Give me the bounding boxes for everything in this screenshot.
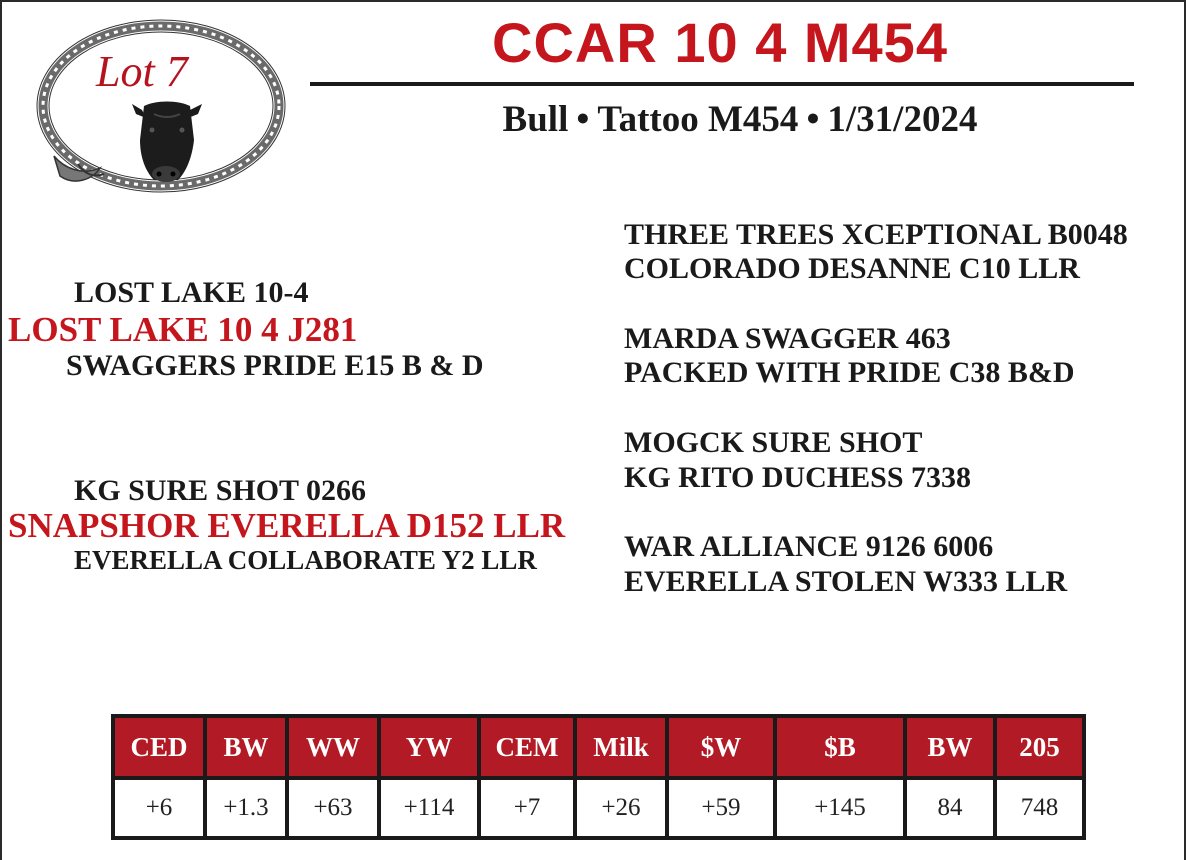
epd-column (903, 718, 993, 836)
epd-column (115, 718, 203, 836)
epd-value: 748 (997, 776, 1082, 836)
great-grandparent: EVERELLA STOLEN W333 LLR (624, 565, 1068, 598)
epd-column (993, 718, 1082, 836)
sire-name: LOST LAKE 10 4 J281 (8, 310, 358, 349)
great-grandparent: PACKED WITH PRIDE C38 B&D (624, 356, 1075, 389)
epd-value: +59 (669, 776, 773, 836)
epd-header: WW (289, 718, 377, 776)
sire-of-dam: KG SURE SHOT 0266 (74, 474, 367, 507)
great-grandparent: THREE TREES XCEPTIONAL B0048 (624, 218, 1128, 251)
epd-value: +7 (481, 776, 573, 836)
great-grandparent: WAR ALLIANCE 9126 6006 (624, 530, 994, 563)
epd-column (773, 718, 903, 836)
epd-header: Milk (577, 718, 665, 776)
epd-column (377, 718, 477, 836)
epd-value: +63 (289, 776, 377, 836)
epd-value: +26 (577, 776, 665, 836)
tattoo-label: Tattoo M454 (597, 99, 799, 140)
sire-of-sire: LOST LAKE 10-4 (74, 276, 309, 309)
separator: • (806, 99, 820, 140)
birth-date: 1/31/2024 (827, 99, 978, 140)
epd-header: $W (669, 718, 773, 776)
epd-column (203, 718, 285, 836)
epd-value: +1.3 (207, 776, 285, 836)
epd-column (285, 718, 377, 836)
epd-column (477, 718, 573, 836)
epd-header: YW (381, 718, 477, 776)
separator: • (576, 99, 590, 140)
title-divider (310, 82, 1134, 86)
great-grandparent: COLORADO DESANNE C10 LLR (624, 252, 1080, 285)
dam-of-dam: EVERELLA COLLABORATE Y2 LLR (74, 545, 537, 575)
epd-header: CED (115, 718, 203, 776)
great-grandparent: KG RITO DUCHESS 7338 (624, 461, 972, 494)
epd-column (573, 718, 665, 836)
epd-value: +114 (381, 776, 477, 836)
animal-name-title: CCAR 10 4 M454 (492, 11, 948, 74)
great-grandparent: MARDA SWAGGER 463 (624, 322, 951, 355)
epd-header: BW (907, 718, 993, 776)
epd-column (665, 718, 773, 836)
great-grandparent: MOGCK SURE SHOT (624, 426, 923, 459)
frame-top (0, 0, 1186, 2)
dam-name: SNAPSHOR EVERELLA D152 LLR (8, 506, 566, 545)
frame-left (0, 0, 2, 860)
epd-table (111, 714, 1086, 840)
epd-header: BW (207, 718, 285, 776)
cow-head-icon (132, 102, 202, 183)
epd-value: 84 (907, 776, 993, 836)
animal-subtitle (310, 98, 1170, 141)
epd-header: CEM (481, 718, 573, 776)
dam-of-sire: SWAGGERS PRIDE E15 B & D (66, 349, 484, 382)
epd-header: 205 (997, 718, 1082, 776)
sex-label: Bull (502, 99, 569, 140)
epd-value: +145 (777, 776, 903, 836)
epd-header: $B (777, 718, 903, 776)
lot-label: Lot 7 (96, 47, 188, 96)
epd-value: +6 (115, 776, 203, 836)
